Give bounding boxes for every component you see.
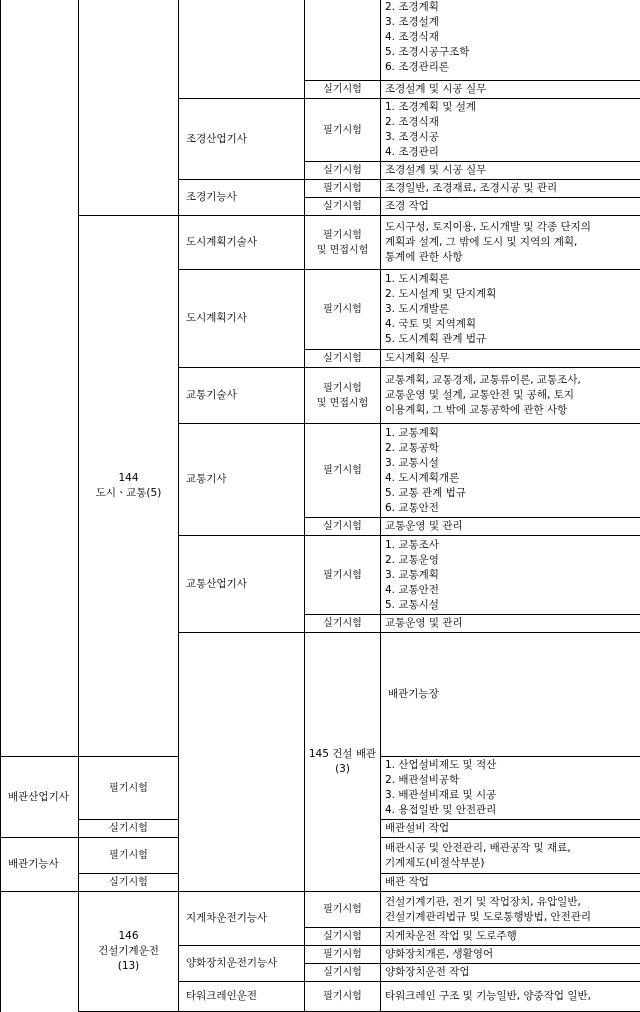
exam-type-written-interview	[305, 216, 381, 270]
exam-type-practical: 실기시험	[305, 928, 381, 946]
exam-type-practical: 실기시험	[305, 162, 381, 180]
field-count: (13)	[79, 959, 178, 974]
subject-line: 건설기계기관, 전기 및 작업장치, 유압일반,	[385, 895, 637, 910]
cert-cell-continued	[179, 0, 305, 99]
exam-type-practical: 실기시험	[305, 615, 381, 633]
exam-type-line: 및 면접시험	[305, 396, 380, 411]
written-subjects-cell	[381, 892, 640, 928]
written-subjects-cell	[381, 368, 640, 424]
written-subjects-cell	[381, 536, 640, 615]
field-name: 도시ㆍ교통(5)	[79, 486, 178, 501]
exam-type-line: 필기시험	[305, 381, 380, 396]
written-subjects-cell	[381, 99, 640, 162]
subject-line: 5. 교통 관계 법규	[385, 486, 637, 501]
exam-type-practical: 실기시험	[305, 518, 381, 536]
subject-line: 6. 교통안전	[385, 501, 637, 516]
practical-subject: 도시계획 실무	[381, 350, 640, 368]
written-subjects-cell	[381, 757, 640, 820]
field-144-cell	[79, 216, 179, 757]
field-code: 144	[79, 471, 178, 486]
field-145-cell	[305, 633, 381, 892]
subject-line: 4. 도시계획개론	[385, 471, 637, 486]
field-name: 건설기계운전	[79, 944, 178, 959]
subject-line: 4. 교통안전	[385, 583, 637, 598]
written-subject	[381, 982, 640, 1012]
cert-name: 도시계획기사	[179, 270, 305, 368]
cert-name: 교통기술사	[179, 368, 305, 424]
subject-line: 1. 조경계획 및 설계	[385, 100, 637, 115]
practical-subject: 조경 작업	[381, 198, 640, 216]
subject-line: 계획과 설계, 그 밖에 도시 및 지역의 계획,	[385, 235, 637, 250]
blank-column	[1, 216, 79, 757]
exam-type-practical: 실기시험	[79, 820, 179, 838]
exam-type-line: 필기시험	[305, 228, 380, 243]
cert-name: 배관기능사	[1, 838, 79, 892]
cert-name: 배관기능장	[381, 633, 640, 757]
exam-type-practical: 실기시험	[305, 198, 381, 216]
subject-line: 배관시공 및 안전관리, 배관공작 및 재료,	[385, 841, 637, 856]
subject-line: 3. 도시개발론	[385, 302, 637, 317]
cert-name: 교통산업기사	[179, 536, 305, 633]
subject-line: 교통계획, 교통경제, 교통류이론, 교통조사,	[385, 373, 637, 388]
subject-line: 5. 조경시공구조학	[385, 45, 637, 60]
exam-type-practical: 실기시험	[305, 81, 381, 99]
blank-column	[179, 633, 305, 892]
exam-type-written-interview	[305, 368, 381, 424]
subject-line: 2. 교통운영	[385, 553, 637, 568]
cert-name: 조경산업기사	[179, 99, 305, 180]
written-subjects-cell	[381, 270, 640, 350]
exam-type-practical: 실기시험	[305, 350, 381, 368]
written-subjects-cell	[381, 838, 640, 874]
exam-type-written: 필기시험	[305, 892, 381, 928]
exam-type-line: 및 면접시험	[305, 243, 380, 258]
cert-name: 타워크레인운전	[179, 982, 305, 1012]
subject-line: 2. 배관설비공학	[385, 773, 637, 788]
field-count: (3)	[305, 762, 380, 777]
subject-line: 건설기계관리법규 및 도로통행방법, 안전관리	[385, 910, 637, 925]
cert-name: 지게차운전기능사	[179, 892, 305, 946]
exam-type-written: 필기시험	[305, 99, 381, 162]
practical-subject: 양화장치운전 작업	[381, 964, 640, 982]
subject-line: 2. 교통공학	[385, 441, 637, 456]
cert-name: 조경기능사	[179, 180, 305, 216]
field-146-cell	[79, 892, 179, 1012]
exam-type-written: 필기시험	[305, 982, 381, 1012]
subject-line: 이용계획, 그 밖에 교통공학에 관한 사항	[385, 403, 637, 418]
subject-line: 교통운영 및 설계, 교통안전 및 공해, 토지	[385, 388, 637, 403]
subject-line: 3. 교통계획	[385, 568, 637, 583]
field-name: 145 건설 배관	[305, 747, 380, 762]
exam-type-cell	[305, 0, 381, 81]
subject-line: 2. 조경식재	[385, 115, 637, 130]
subject-line: 2. 조경계획	[385, 0, 637, 15]
subject-line: 3. 조경시공	[385, 130, 637, 145]
practical-subject: 조경설계 및 시공 실무	[381, 81, 640, 99]
cert-name: 도시계획기술사	[179, 216, 305, 270]
subject-line: 통계에 관한 사항	[385, 250, 637, 265]
subject-line: 1. 도시계획론	[385, 272, 637, 287]
subject-line: 타워크레인 구조 및 기능일반, 양중작업 일반,	[385, 989, 637, 1004]
exam-type-written: 필기시험	[79, 757, 179, 820]
subject-line: 도시구성, 토지이용, 도시개발 및 각종 단지의	[385, 220, 637, 235]
exam-type-practical: 실기시험	[79, 874, 179, 892]
field-cell-continued	[1, 0, 79, 216]
cert-name: 배관산업기사	[1, 757, 79, 838]
subject-line: 5. 교통시설	[385, 598, 637, 613]
practical-subject: 배관 작업	[381, 874, 640, 892]
cert-name: 양화장치운전기능사	[179, 946, 305, 982]
subject-line: 2. 도시설계 및 단지계획	[385, 287, 637, 302]
subject-line: 5. 도시계획 관계 법규	[385, 332, 637, 347]
subject-line: 1. 교통계획	[385, 426, 637, 441]
subject-line: 기계제도(비절삭부분)	[385, 856, 637, 871]
exam-type-practical: 실기시험	[305, 964, 381, 982]
exam-type-written: 필기시험	[79, 838, 179, 874]
practical-subject: 교통운영 및 관리	[381, 518, 640, 536]
cert-name: 교통기사	[179, 424, 305, 536]
field-code: 146	[79, 929, 178, 944]
exam-type-written: 필기시험	[305, 270, 381, 350]
subject-line: 3. 조경설계	[385, 15, 637, 30]
written-subjects-cell	[381, 0, 640, 81]
blank-column	[1, 892, 79, 1012]
subject-line: 1. 교통조사	[385, 538, 637, 553]
subject-line: 4. 조경관리	[385, 145, 637, 160]
exam-type-written: 필기시험	[305, 946, 381, 964]
written-subject: 조경일반, 조경재료, 조경시공 및 관리	[381, 180, 640, 198]
practical-subject: 지게차운전 작업 및 도로주행	[381, 928, 640, 946]
exam-type-written: 필기시험	[305, 536, 381, 615]
written-subjects-cell	[381, 216, 640, 270]
subject-line: 3. 교통시설	[385, 456, 637, 471]
practical-subject: 조경설계 및 시공 실무	[381, 162, 640, 180]
practical-subject: 배관설비 작업	[381, 820, 640, 838]
practical-subject: 교통운영 및 관리	[381, 615, 640, 633]
blank-column	[79, 0, 179, 216]
subject-line: 4. 국토 및 지역계획	[385, 317, 637, 332]
written-subjects-cell	[381, 424, 640, 518]
exam-type-written: 필기시험	[305, 424, 381, 518]
subject-line: 4. 조경식재	[385, 30, 637, 45]
subject-line: 3. 배관설비재료 및 시공	[385, 788, 637, 803]
subject-line: 4. 용접일반 및 안전관리	[385, 803, 637, 818]
subject-line: 1. 산업설비제도 및 적산	[385, 758, 637, 773]
subject-line: 6. 조경관리론	[385, 60, 637, 75]
written-subject: 양화장치개론, 생활영어	[381, 946, 640, 964]
exam-type-written: 필기시험	[305, 180, 381, 198]
